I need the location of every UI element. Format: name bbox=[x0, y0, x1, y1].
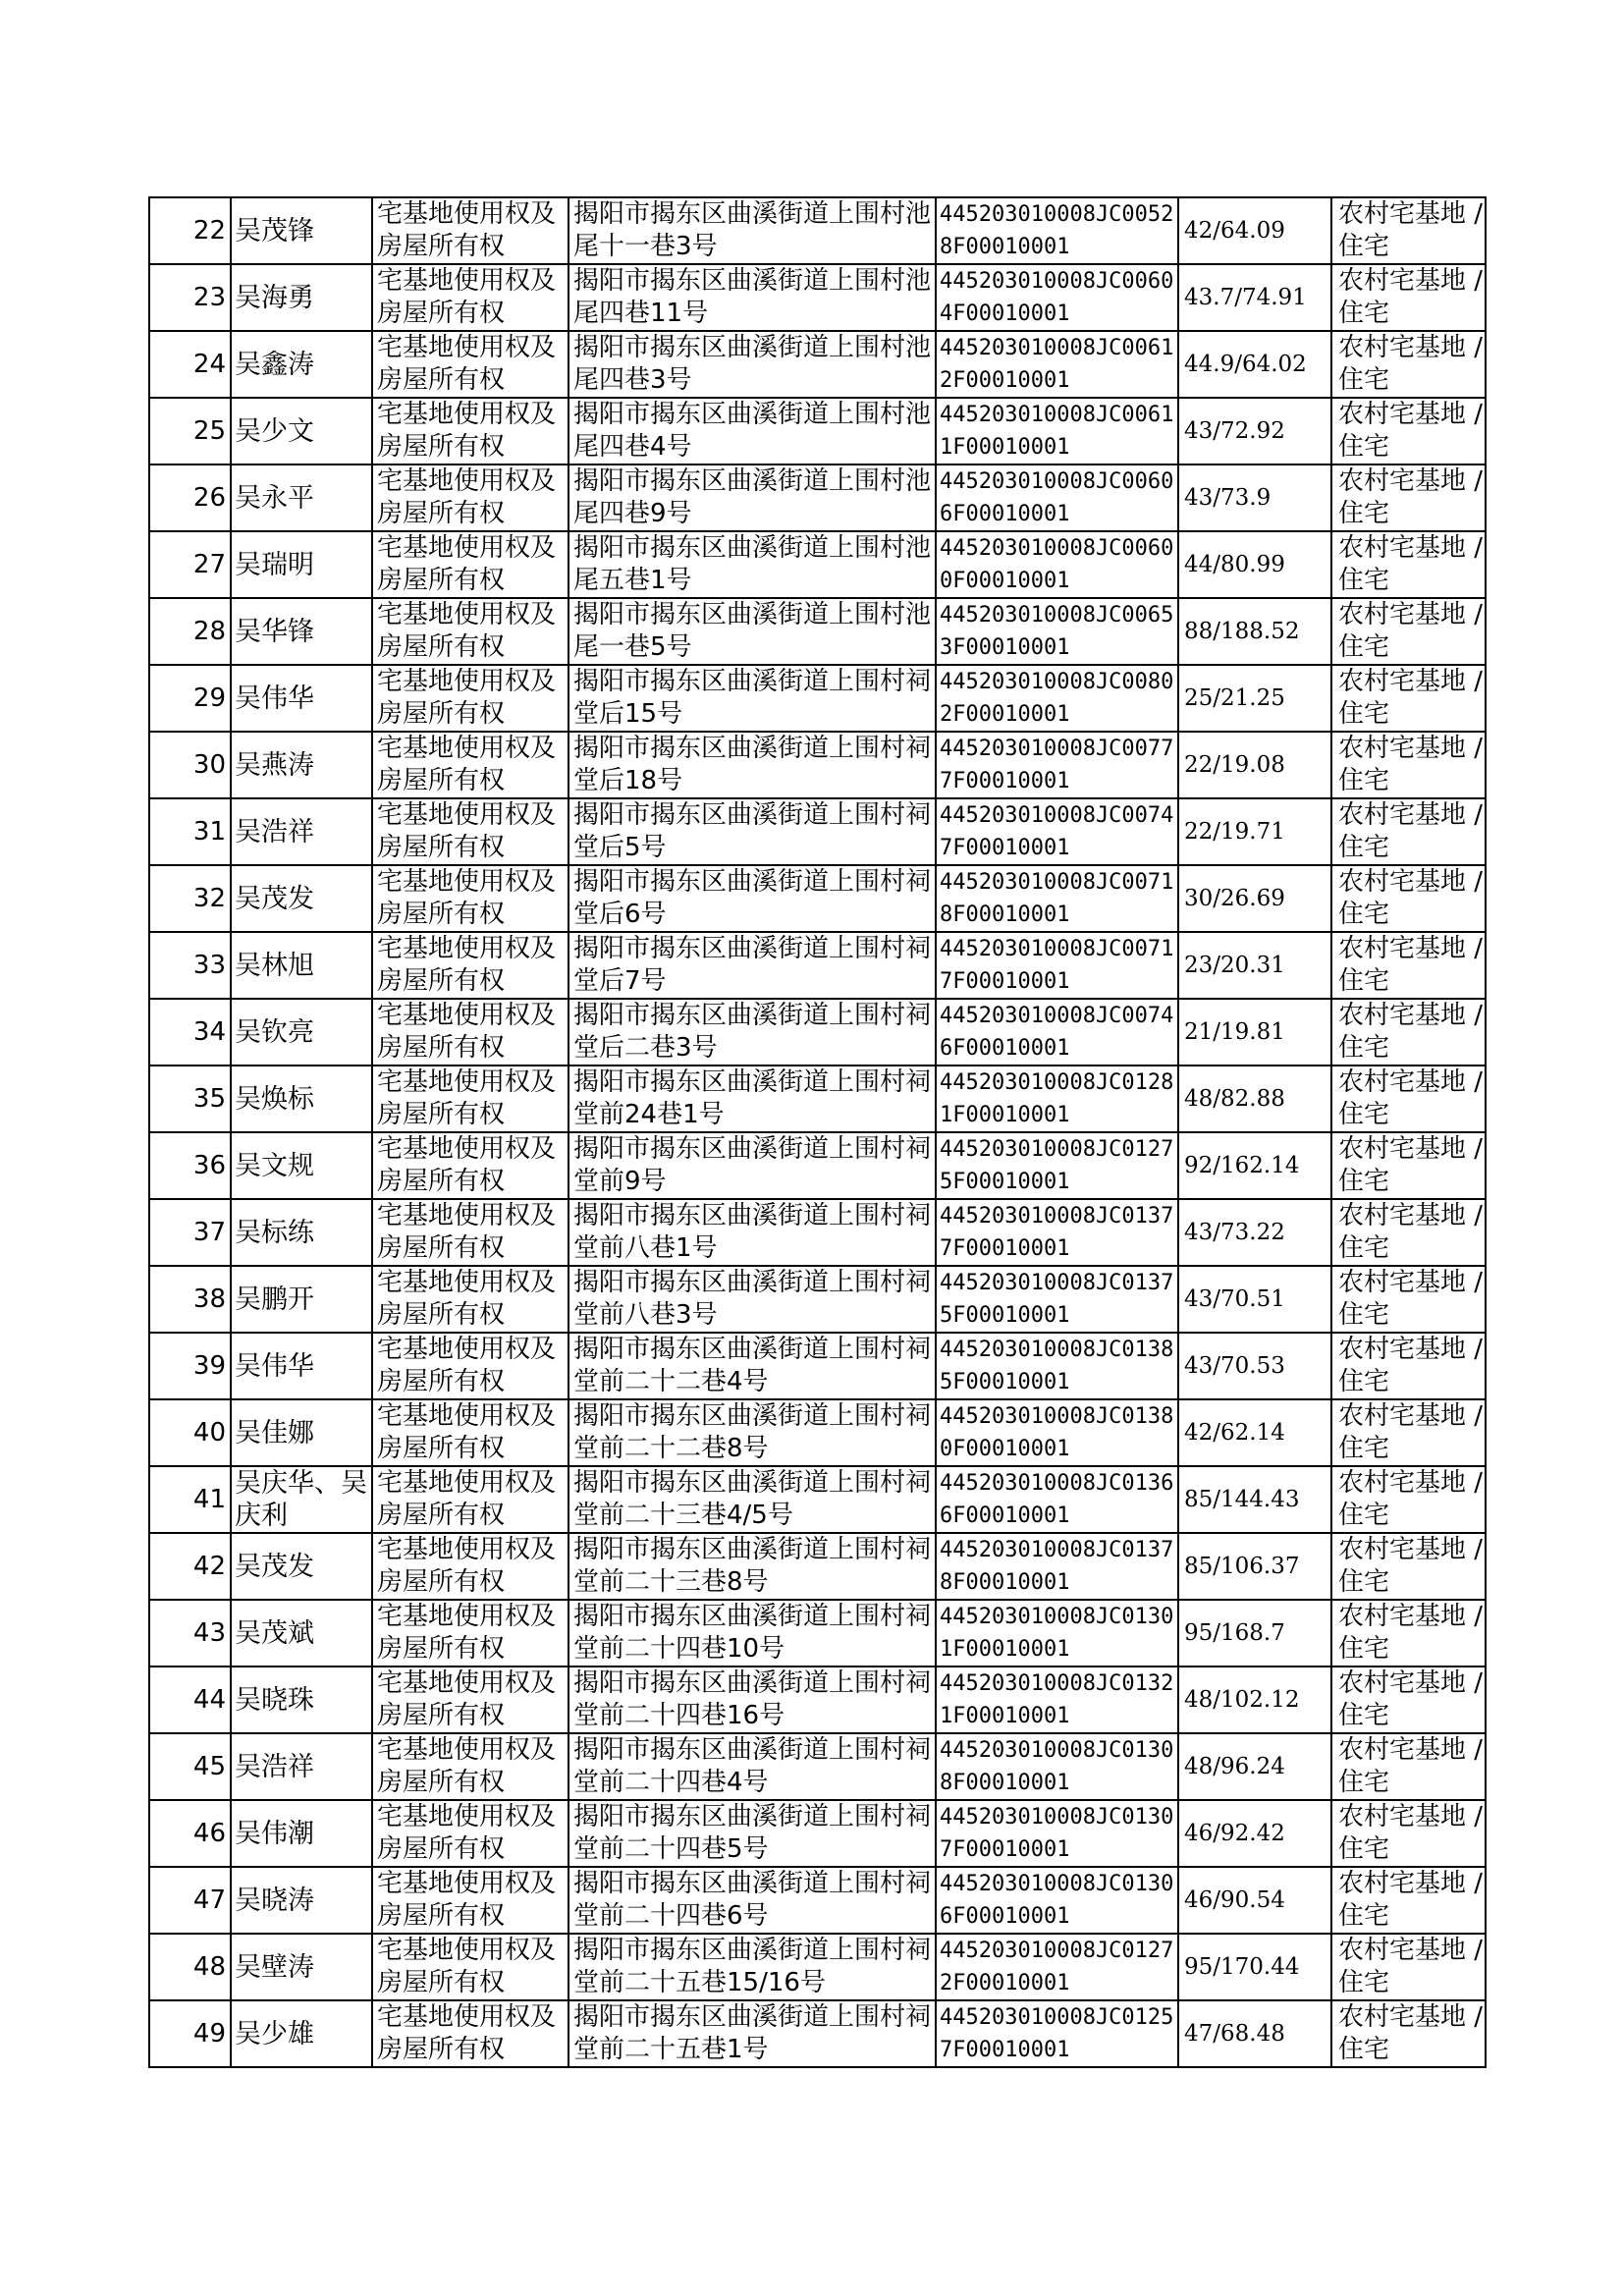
address-cell: 揭阳市揭东区曲溪街道上围村祠堂前二十五巷15/16号 bbox=[568, 1934, 936, 2000]
unit-code-cell: 445203010008JC01375F00010001 bbox=[936, 1266, 1178, 1333]
row-number-cell: 46 bbox=[149, 1800, 231, 1867]
table-row bbox=[149, 1867, 1486, 1934]
table-row bbox=[149, 1266, 1486, 1333]
row-number-cell: 32 bbox=[149, 865, 231, 932]
area-cell: 88/188.52 bbox=[1178, 598, 1331, 665]
owner-name-cell: 吴茂斌 bbox=[231, 1600, 372, 1667]
table-row bbox=[149, 197, 1486, 264]
row-number-cell: 33 bbox=[149, 932, 231, 999]
table-row bbox=[149, 798, 1486, 865]
table-row bbox=[149, 1800, 1486, 1867]
right-type-cell: 宅基地使用权及房屋所有权 bbox=[372, 1667, 568, 1733]
address-cell: 揭阳市揭东区曲溪街道上围村祠堂前9号 bbox=[568, 1132, 936, 1199]
address-cell: 揭阳市揭东区曲溪街道上围村池尾四巷11号 bbox=[568, 264, 936, 331]
area-cell: 43/73.22 bbox=[1178, 1199, 1331, 1266]
row-number-cell: 30 bbox=[149, 732, 231, 798]
row-number-cell: 47 bbox=[149, 1867, 231, 1934]
land-use-cell: 农村宅基地 / 住宅 bbox=[1331, 665, 1486, 732]
owner-name-cell: 吴壁涛 bbox=[231, 1934, 372, 2000]
area-cell: 47/68.48 bbox=[1178, 2000, 1331, 2067]
owner-name-cell: 吴华锋 bbox=[231, 598, 372, 665]
area-cell: 85/144.43 bbox=[1178, 1466, 1331, 1533]
owner-name-cell: 吴浩祥 bbox=[231, 1733, 372, 1800]
unit-code-cell: 445203010008JC01321F00010001 bbox=[936, 1667, 1178, 1733]
table-row bbox=[149, 999, 1486, 1066]
right-type-cell: 宅基地使用权及房屋所有权 bbox=[372, 1333, 568, 1399]
unit-code-cell: 445203010008JC01366F00010001 bbox=[936, 1466, 1178, 1533]
owner-name-cell: 吴茂发 bbox=[231, 865, 372, 932]
unit-code-cell: 445203010008JC01281F00010001 bbox=[936, 1066, 1178, 1132]
address-cell: 揭阳市揭东区曲溪街道上围村池尾四巷3号 bbox=[568, 331, 936, 398]
row-number-cell: 38 bbox=[149, 1266, 231, 1333]
area-cell: 85/106.37 bbox=[1178, 1533, 1331, 1600]
right-type-cell: 宅基地使用权及房屋所有权 bbox=[372, 1132, 568, 1199]
unit-code-cell: 445203010008JC01377F00010001 bbox=[936, 1199, 1178, 1266]
land-use-cell: 农村宅基地 / 住宅 bbox=[1331, 1199, 1486, 1266]
owner-name-cell: 吴鹏开 bbox=[231, 1266, 372, 1333]
land-use-cell: 农村宅基地 / 住宅 bbox=[1331, 2000, 1486, 2067]
right-type-cell: 宅基地使用权及房屋所有权 bbox=[372, 1533, 568, 1600]
address-cell: 揭阳市揭东区曲溪街道上围村祠堂后6号 bbox=[568, 865, 936, 932]
owner-name-cell: 吴庆华、吴庆利 bbox=[231, 1466, 372, 1533]
land-use-cell: 农村宅基地 / 住宅 bbox=[1331, 1466, 1486, 1533]
area-cell: 21/19.81 bbox=[1178, 999, 1331, 1066]
right-type-cell: 宅基地使用权及房屋所有权 bbox=[372, 531, 568, 598]
row-number-cell: 26 bbox=[149, 464, 231, 531]
owner-name-cell: 吴晓涛 bbox=[231, 1867, 372, 1934]
row-number-cell: 45 bbox=[149, 1733, 231, 1800]
right-type-cell: 宅基地使用权及房屋所有权 bbox=[372, 398, 568, 464]
right-type-cell: 宅基地使用权及房屋所有权 bbox=[372, 197, 568, 264]
land-use-cell: 农村宅基地 / 住宅 bbox=[1331, 865, 1486, 932]
owner-name-cell: 吴茂发 bbox=[231, 1533, 372, 1600]
right-type-cell: 宅基地使用权及房屋所有权 bbox=[372, 865, 568, 932]
area-cell: 22/19.71 bbox=[1178, 798, 1331, 865]
table-row bbox=[149, 1466, 1486, 1533]
land-use-cell: 农村宅基地 / 住宅 bbox=[1331, 1934, 1486, 2000]
row-number-cell: 23 bbox=[149, 264, 231, 331]
unit-code-cell: 445203010008JC01275F00010001 bbox=[936, 1132, 1178, 1199]
unit-code-cell: 445203010008JC01306F00010001 bbox=[936, 1867, 1178, 1934]
address-cell: 揭阳市揭东区曲溪街道上围村祠堂前八巷1号 bbox=[568, 1199, 936, 1266]
address-cell: 揭阳市揭东区曲溪街道上围村祠堂前二十四巷16号 bbox=[568, 1667, 936, 1733]
table-row bbox=[149, 331, 1486, 398]
address-cell: 揭阳市揭东区曲溪街道上围村祠堂前二十二巷8号 bbox=[568, 1399, 936, 1466]
address-cell: 揭阳市揭东区曲溪街道上围村池尾四巷9号 bbox=[568, 464, 936, 531]
owner-name-cell: 吴伟华 bbox=[231, 1333, 372, 1399]
area-cell: 30/26.69 bbox=[1178, 865, 1331, 932]
owner-name-cell: 吴文规 bbox=[231, 1132, 372, 1199]
row-number-cell: 29 bbox=[149, 665, 231, 732]
unit-code-cell: 445203010008JC00600F00010001 bbox=[936, 531, 1178, 598]
row-number-cell: 49 bbox=[149, 2000, 231, 2067]
land-use-cell: 农村宅基地 / 住宅 bbox=[1331, 732, 1486, 798]
right-type-cell: 宅基地使用权及房屋所有权 bbox=[372, 1199, 568, 1266]
table-row bbox=[149, 1934, 1486, 2000]
table-row bbox=[149, 665, 1486, 732]
row-number-cell: 36 bbox=[149, 1132, 231, 1199]
land-use-cell: 农村宅基地 / 住宅 bbox=[1331, 264, 1486, 331]
row-number-cell: 34 bbox=[149, 999, 231, 1066]
right-type-cell: 宅基地使用权及房屋所有权 bbox=[372, 1733, 568, 1800]
owner-name-cell: 吴少雄 bbox=[231, 2000, 372, 2067]
unit-code-cell: 445203010008JC01385F00010001 bbox=[936, 1333, 1178, 1399]
table-row bbox=[149, 1132, 1486, 1199]
land-use-cell: 农村宅基地 / 住宅 bbox=[1331, 598, 1486, 665]
area-cell: 43/72.92 bbox=[1178, 398, 1331, 464]
land-use-cell: 农村宅基地 / 住宅 bbox=[1331, 1533, 1486, 1600]
owner-name-cell: 吴伟华 bbox=[231, 665, 372, 732]
land-use-cell: 农村宅基地 / 住宅 bbox=[1331, 398, 1486, 464]
address-cell: 揭阳市揭东区曲溪街道上围村祠堂前二十三巷8号 bbox=[568, 1533, 936, 1600]
land-use-cell: 农村宅基地 / 住宅 bbox=[1331, 1733, 1486, 1800]
address-cell: 揭阳市揭东区曲溪街道上围村祠堂后15号 bbox=[568, 665, 936, 732]
land-use-cell: 农村宅基地 / 住宅 bbox=[1331, 1266, 1486, 1333]
right-type-cell: 宅基地使用权及房屋所有权 bbox=[372, 264, 568, 331]
right-type-cell: 宅基地使用权及房屋所有权 bbox=[372, 1266, 568, 1333]
owner-name-cell: 吴燕涛 bbox=[231, 732, 372, 798]
right-type-cell: 宅基地使用权及房屋所有权 bbox=[372, 331, 568, 398]
registry-table bbox=[148, 196, 1487, 2068]
table-row bbox=[149, 464, 1486, 531]
unit-code-cell: 445203010008JC00528F00010001 bbox=[936, 197, 1178, 264]
address-cell: 揭阳市揭东区曲溪街道上围村祠堂前二十四巷4号 bbox=[568, 1733, 936, 1800]
area-cell: 92/162.14 bbox=[1178, 1132, 1331, 1199]
address-cell: 揭阳市揭东区曲溪街道上围村祠堂后二巷3号 bbox=[568, 999, 936, 1066]
row-number-cell: 41 bbox=[149, 1466, 231, 1533]
table-row bbox=[149, 732, 1486, 798]
land-use-cell: 农村宅基地 / 住宅 bbox=[1331, 932, 1486, 999]
land-use-cell: 农村宅基地 / 住宅 bbox=[1331, 1399, 1486, 1466]
address-cell: 揭阳市揭东区曲溪街道上围村池尾十一巷3号 bbox=[568, 197, 936, 264]
area-cell: 43/70.51 bbox=[1178, 1266, 1331, 1333]
unit-code-cell: 445203010008JC01301F00010001 bbox=[936, 1600, 1178, 1667]
unit-code-cell: 445203010008JC01272F00010001 bbox=[936, 1934, 1178, 2000]
land-use-cell: 农村宅基地 / 住宅 bbox=[1331, 1867, 1486, 1934]
row-number-cell: 42 bbox=[149, 1533, 231, 1600]
area-cell: 25/21.25 bbox=[1178, 665, 1331, 732]
address-cell: 揭阳市揭东区曲溪街道上围村祠堂前二十四巷6号 bbox=[568, 1867, 936, 1934]
table-row bbox=[149, 1199, 1486, 1266]
unit-code-cell: 445203010008JC00718F00010001 bbox=[936, 865, 1178, 932]
unit-code-cell: 445203010008JC00604F00010001 bbox=[936, 264, 1178, 331]
row-number-cell: 25 bbox=[149, 398, 231, 464]
right-type-cell: 宅基地使用权及房屋所有权 bbox=[372, 732, 568, 798]
land-use-cell: 农村宅基地 / 住宅 bbox=[1331, 1800, 1486, 1867]
area-cell: 42/64.09 bbox=[1178, 197, 1331, 264]
land-use-cell: 农村宅基地 / 住宅 bbox=[1331, 197, 1486, 264]
unit-code-cell: 445203010008JC01378F00010001 bbox=[936, 1533, 1178, 1600]
row-number-cell: 22 bbox=[149, 197, 231, 264]
right-type-cell: 宅基地使用权及房屋所有权 bbox=[372, 1066, 568, 1132]
address-cell: 揭阳市揭东区曲溪街道上围村祠堂后18号 bbox=[568, 732, 936, 798]
area-cell: 44.9/64.02 bbox=[1178, 331, 1331, 398]
area-cell: 23/20.31 bbox=[1178, 932, 1331, 999]
table-row bbox=[149, 2000, 1486, 2067]
row-number-cell: 24 bbox=[149, 331, 231, 398]
unit-code-cell: 445203010008JC00653F00010001 bbox=[936, 598, 1178, 665]
owner-name-cell: 吴少文 bbox=[231, 398, 372, 464]
owner-name-cell: 吴标练 bbox=[231, 1199, 372, 1266]
land-use-cell: 农村宅基地 / 住宅 bbox=[1331, 798, 1486, 865]
area-cell: 43/70.53 bbox=[1178, 1333, 1331, 1399]
area-cell: 46/92.42 bbox=[1178, 1800, 1331, 1867]
owner-name-cell: 吴晓珠 bbox=[231, 1667, 372, 1733]
address-cell: 揭阳市揭东区曲溪街道上围村祠堂前八巷3号 bbox=[568, 1266, 936, 1333]
area-cell: 95/170.44 bbox=[1178, 1934, 1331, 2000]
address-cell: 揭阳市揭东区曲溪街道上围村池尾五巷1号 bbox=[568, 531, 936, 598]
table-row bbox=[149, 1667, 1486, 1733]
registry-table-body bbox=[149, 197, 1486, 2067]
owner-name-cell: 吴林旭 bbox=[231, 932, 372, 999]
owner-name-cell: 吴佳娜 bbox=[231, 1399, 372, 1466]
address-cell: 揭阳市揭东区曲溪街道上围村祠堂前二十五巷1号 bbox=[568, 2000, 936, 2067]
unit-code-cell: 445203010008JC01308F00010001 bbox=[936, 1733, 1178, 1800]
area-cell: 43.7/74.91 bbox=[1178, 264, 1331, 331]
area-cell: 44/80.99 bbox=[1178, 531, 1331, 598]
owner-name-cell: 吴茂锋 bbox=[231, 197, 372, 264]
row-number-cell: 31 bbox=[149, 798, 231, 865]
right-type-cell: 宅基地使用权及房屋所有权 bbox=[372, 665, 568, 732]
address-cell: 揭阳市揭东区曲溪街道上围村祠堂前24巷1号 bbox=[568, 1066, 936, 1132]
land-use-cell: 农村宅基地 / 住宅 bbox=[1331, 1066, 1486, 1132]
row-number-cell: 37 bbox=[149, 1199, 231, 1266]
unit-code-cell: 445203010008JC00606F00010001 bbox=[936, 464, 1178, 531]
right-type-cell: 宅基地使用权及房屋所有权 bbox=[372, 1600, 568, 1667]
land-use-cell: 农村宅基地 / 住宅 bbox=[1331, 1667, 1486, 1733]
right-type-cell: 宅基地使用权及房屋所有权 bbox=[372, 1800, 568, 1867]
land-use-cell: 农村宅基地 / 住宅 bbox=[1331, 1600, 1486, 1667]
table-row bbox=[149, 1600, 1486, 1667]
land-use-cell: 农村宅基地 / 住宅 bbox=[1331, 1132, 1486, 1199]
owner-name-cell: 吴伟潮 bbox=[231, 1800, 372, 1867]
row-number-cell: 40 bbox=[149, 1399, 231, 1466]
table-row bbox=[149, 398, 1486, 464]
area-cell: 95/168.7 bbox=[1178, 1600, 1331, 1667]
row-number-cell: 44 bbox=[149, 1667, 231, 1733]
right-type-cell: 宅基地使用权及房屋所有权 bbox=[372, 1934, 568, 2000]
address-cell: 揭阳市揭东区曲溪街道上围村池尾四巷4号 bbox=[568, 398, 936, 464]
right-type-cell: 宅基地使用权及房屋所有权 bbox=[372, 932, 568, 999]
address-cell: 揭阳市揭东区曲溪街道上围村祠堂前二十四巷10号 bbox=[568, 1600, 936, 1667]
table-row bbox=[149, 1399, 1486, 1466]
area-cell: 48/82.88 bbox=[1178, 1066, 1331, 1132]
table-row bbox=[149, 865, 1486, 932]
right-type-cell: 宅基地使用权及房屋所有权 bbox=[372, 1867, 568, 1934]
right-type-cell: 宅基地使用权及房屋所有权 bbox=[372, 1399, 568, 1466]
right-type-cell: 宅基地使用权及房屋所有权 bbox=[372, 598, 568, 665]
owner-name-cell: 吴永平 bbox=[231, 464, 372, 531]
area-cell: 22/19.08 bbox=[1178, 732, 1331, 798]
row-number-cell: 28 bbox=[149, 598, 231, 665]
right-type-cell: 宅基地使用权及房屋所有权 bbox=[372, 464, 568, 531]
owner-name-cell: 吴瑞明 bbox=[231, 531, 372, 598]
address-cell: 揭阳市揭东区曲溪街道上围村祠堂后5号 bbox=[568, 798, 936, 865]
area-cell: 46/90.54 bbox=[1178, 1867, 1331, 1934]
address-cell: 揭阳市揭东区曲溪街道上围村池尾一巷5号 bbox=[568, 598, 936, 665]
area-cell: 48/102.12 bbox=[1178, 1667, 1331, 1733]
area-cell: 42/62.14 bbox=[1178, 1399, 1331, 1466]
table-row bbox=[149, 1333, 1486, 1399]
row-number-cell: 27 bbox=[149, 531, 231, 598]
table-row bbox=[149, 1733, 1486, 1800]
unit-code-cell: 445203010008JC01257F00010001 bbox=[936, 2000, 1178, 2067]
owner-name-cell: 吴钦亮 bbox=[231, 999, 372, 1066]
unit-code-cell: 445203010008JC00611F00010001 bbox=[936, 398, 1178, 464]
right-type-cell: 宅基地使用权及房屋所有权 bbox=[372, 1466, 568, 1533]
row-number-cell: 35 bbox=[149, 1066, 231, 1132]
address-cell: 揭阳市揭东区曲溪街道上围村祠堂前二十三巷4/5号 bbox=[568, 1466, 936, 1533]
table-row bbox=[149, 531, 1486, 598]
address-cell: 揭阳市揭东区曲溪街道上围村祠堂前二十二巷4号 bbox=[568, 1333, 936, 1399]
unit-code-cell: 445203010008JC00746F00010001 bbox=[936, 999, 1178, 1066]
area-cell: 43/73.9 bbox=[1178, 464, 1331, 531]
right-type-cell: 宅基地使用权及房屋所有权 bbox=[372, 798, 568, 865]
table-row bbox=[149, 598, 1486, 665]
owner-name-cell: 吴海勇 bbox=[231, 264, 372, 331]
right-type-cell: 宅基地使用权及房屋所有权 bbox=[372, 2000, 568, 2067]
row-number-cell: 48 bbox=[149, 1934, 231, 2000]
address-cell: 揭阳市揭东区曲溪街道上围村祠堂前二十四巷5号 bbox=[568, 1800, 936, 1867]
land-use-cell: 农村宅基地 / 住宅 bbox=[1331, 331, 1486, 398]
unit-code-cell: 445203010008JC00612F00010001 bbox=[936, 331, 1178, 398]
owner-name-cell: 吴鑫涛 bbox=[231, 331, 372, 398]
land-use-cell: 农村宅基地 / 住宅 bbox=[1331, 1333, 1486, 1399]
address-cell: 揭阳市揭东区曲溪街道上围村祠堂后7号 bbox=[568, 932, 936, 999]
unit-code-cell: 445203010008JC01380F00010001 bbox=[936, 1399, 1178, 1466]
unit-code-cell: 445203010008JC00802F00010001 bbox=[936, 665, 1178, 732]
unit-code-cell: 445203010008JC01307F00010001 bbox=[936, 1800, 1178, 1867]
owner-name-cell: 吴焕标 bbox=[231, 1066, 372, 1132]
land-use-cell: 农村宅基地 / 住宅 bbox=[1331, 531, 1486, 598]
row-number-cell: 39 bbox=[149, 1333, 231, 1399]
land-use-cell: 农村宅基地 / 住宅 bbox=[1331, 464, 1486, 531]
table-row bbox=[149, 1066, 1486, 1132]
table-row bbox=[149, 264, 1486, 331]
table-row bbox=[149, 932, 1486, 999]
table-row bbox=[149, 1533, 1486, 1600]
area-cell: 48/96.24 bbox=[1178, 1733, 1331, 1800]
row-number-cell: 43 bbox=[149, 1600, 231, 1667]
owner-name-cell: 吴浩祥 bbox=[231, 798, 372, 865]
unit-code-cell: 445203010008JC00717F00010001 bbox=[936, 932, 1178, 999]
unit-code-cell: 445203010008JC00777F00010001 bbox=[936, 732, 1178, 798]
unit-code-cell: 445203010008JC00747F00010001 bbox=[936, 798, 1178, 865]
land-use-cell: 农村宅基地 / 住宅 bbox=[1331, 999, 1486, 1066]
right-type-cell: 宅基地使用权及房屋所有权 bbox=[372, 999, 568, 1066]
